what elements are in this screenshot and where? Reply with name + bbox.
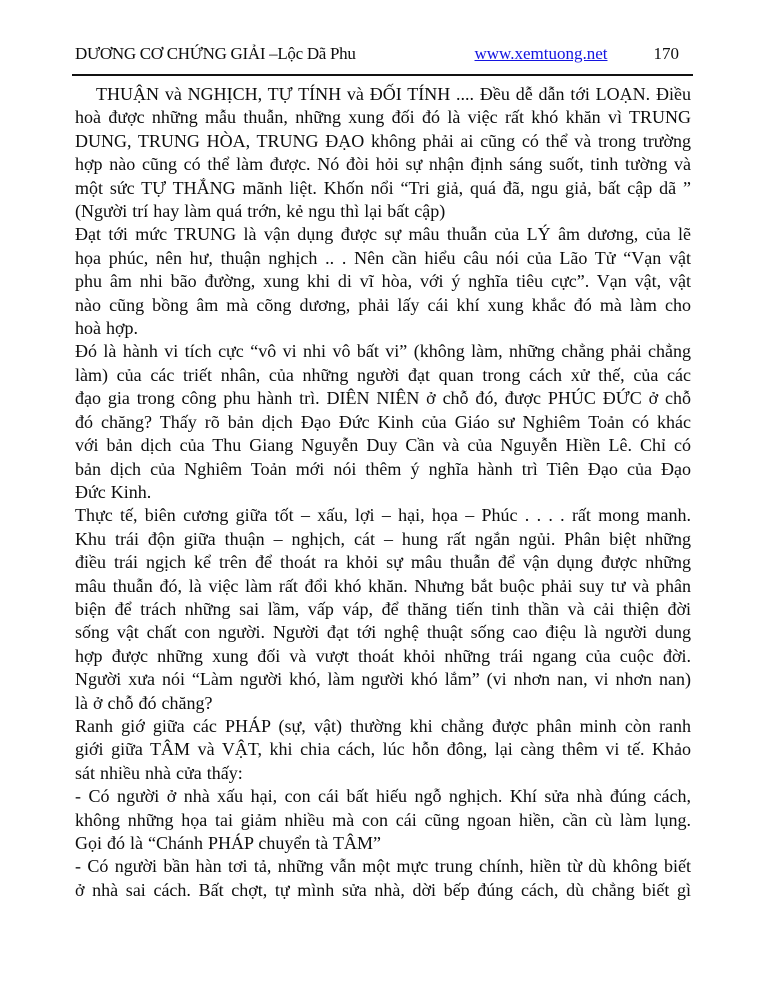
text-line: Đức Kinh. [75, 481, 152, 502]
text-line: đó chăng? Thấy rõ bản dịch Đạo Đức Kinh của Giáo sư Nghiêm Toản có khác [75, 411, 691, 432]
text-line: giới giữa TÂM và VẬT, khi chia cách, lúc hỗn đông, lại càng thêm vi tế. Khảo [75, 739, 691, 760]
text-line: hợp nào cũng có thể làm được. Nó đòi hỏi sự nhận định sáng suốt, tinh tường và [75, 154, 691, 175]
text-line: (Người trí hay làm quá trớn, kẻ ngu thì lại bất cập) [75, 201, 446, 222]
text-line: là ở chỗ đó chăng? [75, 692, 213, 713]
header-divider [72, 74, 693, 76]
text-line: phu âm nhi bão đường, xung khi di vĩ hòa, với ý nghĩa tiêu cực”. Vạn vật, vật [75, 271, 691, 292]
page-number: 170 [653, 44, 679, 63]
text-line: THUẬN và NGHỊCH, TỰ TÍNH và ĐỐI TÍNH .... Đều dễ dẫn tới LOẠN. Điều [96, 84, 691, 104]
text-line: DUNG, TRUNG HÒA, TRUNG ĐẠO không phải ai cũng có thể và trong trường [75, 130, 691, 151]
text-line: Đạt tới mức TRUNG là vận dụng được sự mâu thuẫn của LÝ âm dương, của lẽ [75, 224, 691, 245]
text-line: Gọi đó là “Chánh PHÁP chuyển tà TÂM” [75, 833, 381, 853]
text-line: - Có người ở nhà xấu hại, con cái bất hiếu ngỗ nghịch. Khí sửa nhà đúng cách, [75, 786, 691, 807]
text-line: hoà được những mẫu thuẫn, những xung đối đó là việc rất khó khăn vì TRUNG [75, 107, 691, 128]
text-line: làm) của các triết nhân, của những người đạt quan trong cách xử thế, của các [75, 364, 691, 385]
text-line: ở nhà sai cách. Bất chợt, tự mình sửa nhà, dời bếp đúng cách, dù chẳng biết gì [75, 879, 691, 900]
text-line: không những họa tai giảm nhiều mà con cái cũng ngoan hiền, cần cù làm lụng. [75, 809, 691, 830]
text-line: Đó là hành vi tích cực “vô vi nhi vô bất vi” (không làm, những chẳng phải chẳng [75, 341, 691, 362]
text-line: điều trái ngịch kể trên để thoát ra khỏi sự mâu thuẫn để vận dụng được những [75, 552, 691, 573]
text-line: một sức TỰ THẮNG mãnh liệt. Khốn nổi “Tri giả, quá đã, ngu giả, bất cập dã ” [75, 177, 691, 198]
text-line: bản dịch của Nghiêm Toản mới nói thêm ý nghĩa hành trì Tiên Đạo của Đạo [75, 458, 691, 479]
text-line: với bản dịch của Thu Giang Nguyễn Duy Cần và của Nguyễn Hiền Lê. Chỉ có [75, 435, 691, 456]
text-line: hợp được những xung đối và vượt thoát khỏi những trái ngang của cuộc đời. [75, 645, 691, 666]
text-line: biện để trách những sai lầm, vấp váp, để thăng tiến tinh thần và cải thiện đời [75, 598, 691, 619]
text-line: Người xưa nói “Làm người khó, làm người khó lắm” (vi nhơn nan, vi nhơn nan) [75, 669, 691, 690]
text-line: đạo gia trong công phu hành trì. DIÊN NIÊN ở chỗ đó, được PHÚC ĐỨC ở chỗ [75, 388, 691, 409]
text-line: sống vật chất con người. Người đạt tới nghệ thuật sống cao điệu là người dung [75, 622, 691, 643]
text-line: Khu trái độn giữa thuận – nghịch, cát – hung rất ngắn ngủi. Phân biệt những [75, 528, 691, 549]
text-line: Thực tế, biên cương giữa tốt – xấu, lợi – hại, họa – Phúc . . . . rất mong manh. [75, 505, 691, 526]
text-line: - Có người bần hàn tơi tả, những vẫn một mực trung chính, hiền từ dù không biết [75, 856, 691, 877]
page-content [75, 44, 691, 902]
text-line: sát nhiều nhà cửa thấy: [75, 762, 243, 783]
text-line: Ranh giớ giữa các PHÁP (sự, vật) thường khi chẳng được phân minh còn ranh [75, 715, 691, 736]
website-link[interactable]: www.xemtuong.net [474, 44, 608, 63]
document-title: DƯƠNG CƠ CHỨNG GIẢI –Lộc Dã Phu [75, 44, 356, 63]
text-line: mâu thuẫn đó, là việc làm rất đổi khó khăn. Nhưng bắt buộc phải suy tư và phân [75, 575, 691, 596]
document-body [75, 83, 691, 902]
page-header [75, 44, 691, 64]
text-line: họa phúc, nên hư, thuận nghịch .. . Nên cần hiểu câu nói của Lão Tử “Vạn vật [75, 247, 691, 268]
text-line: hoà hợp. [75, 318, 139, 339]
text-line: nào cũng bồng âm mà cõng dương, phải lấy cái khí xung khắc đó mà làm cho [75, 294, 691, 315]
